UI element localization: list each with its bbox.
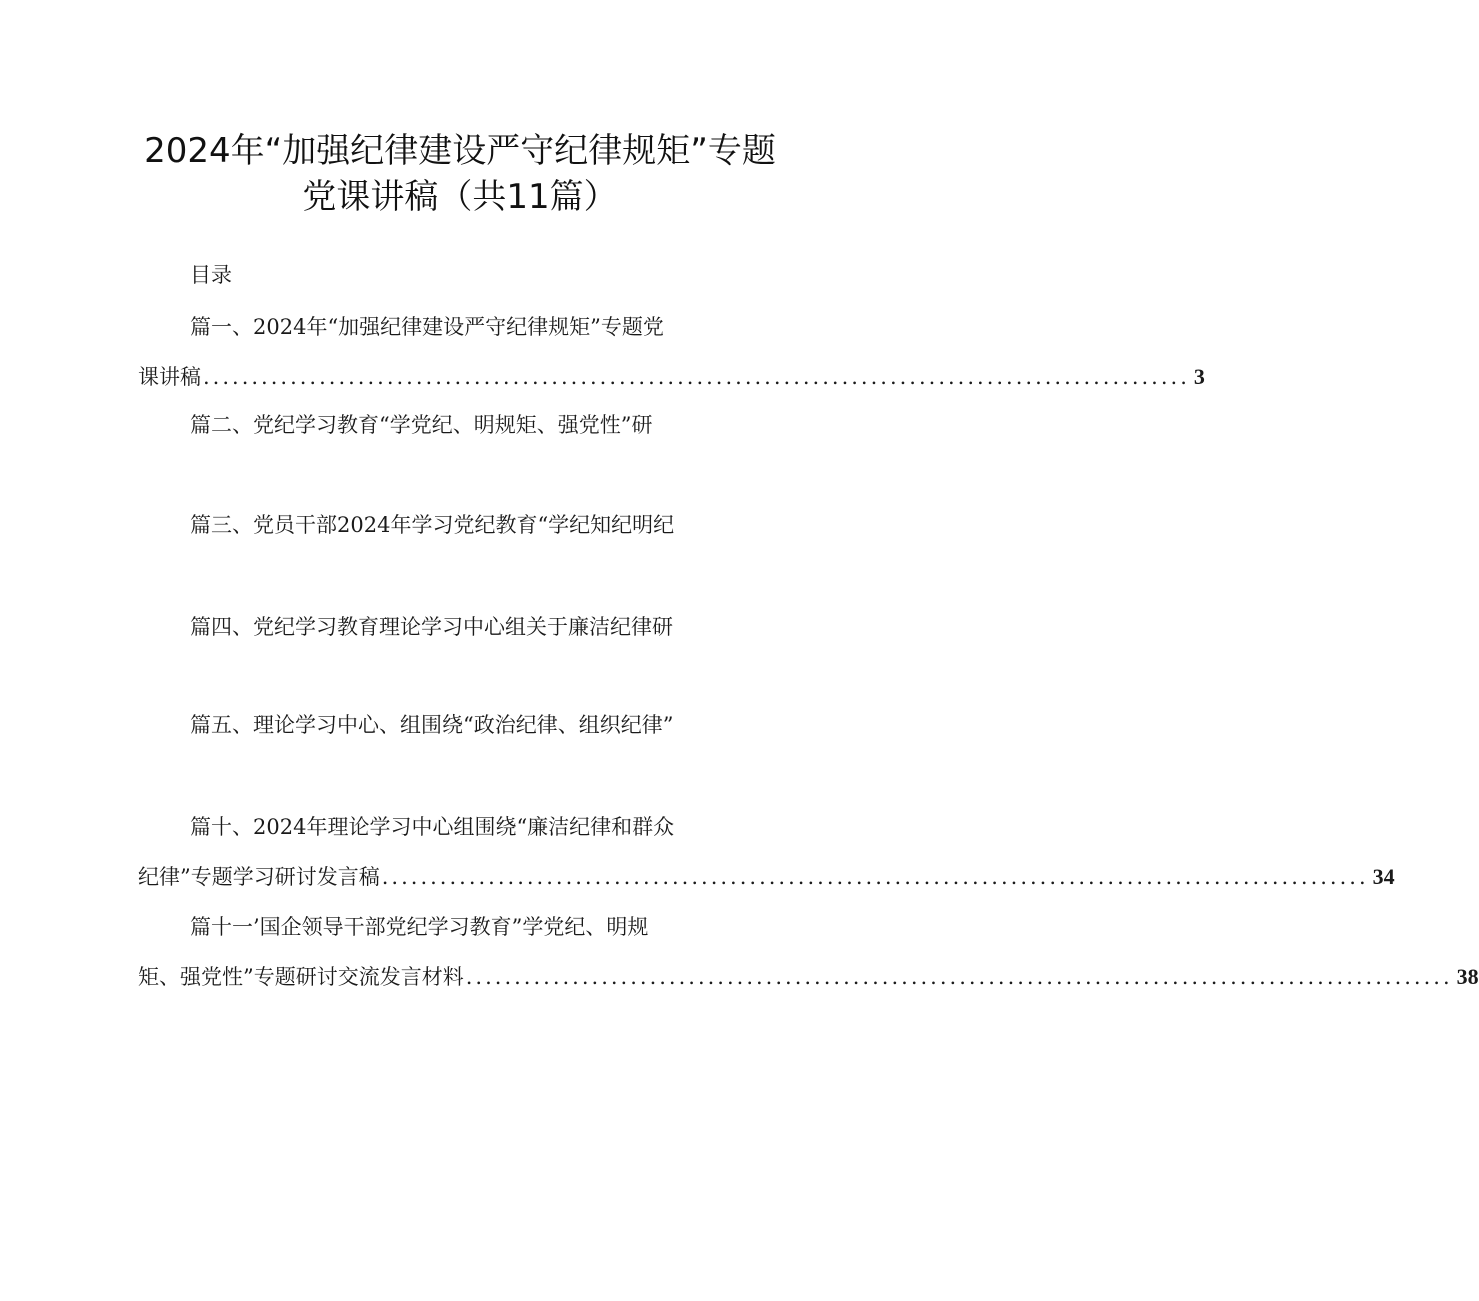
toc-entry-1-continuation[interactable]	[138, 362, 1205, 392]
toc-entry-10-line[interactable]: 篇十、2024年理论学习中心组围绕“廉洁纪律和群众	[190, 815, 675, 839]
title-line-1: 2024年“加强纪律建设严守纪律规矩”专题	[144, 131, 776, 171]
toc-entry-1-line[interactable]: 篇一、2024年“加强纪律建设严守纪律规矩”专题党	[190, 315, 664, 339]
toc-entry-11-continuation[interactable]	[138, 962, 1479, 992]
toc-entry-2-line[interactable]: 篇二、党纪学习教育“学党纪、明规矩、强党性”研	[190, 413, 653, 437]
title-line-2: 党课讲稿（共11篇）	[302, 177, 618, 217]
dot-leader: ......................................................................................................	[465, 965, 1453, 989]
toc-entry-10-text: 纪律”专题学习研讨发言稿	[138, 865, 380, 889]
toc-entry-4-line[interactable]: 篇四、党纪学习教育理论学习中心组关于廉洁纪律研	[190, 615, 673, 639]
dot-leader: ......................................................................................................	[381, 865, 1369, 889]
toc-entry-3-line[interactable]: 篇三、党员干部2024年学习党纪教育“学纪知纪明纪	[190, 513, 675, 537]
toc-heading: 目录	[190, 263, 232, 287]
dot-leader: ......................................................................................................	[203, 365, 1190, 389]
toc-entry-11-page: 38	[1456, 964, 1479, 989]
toc-entry-11-line[interactable]: 篇十一’国企领导干部党纪学习教育”学党纪、明规	[190, 915, 649, 939]
toc-entry-10-page: 34	[1372, 864, 1395, 889]
toc-entry-11-text: 矩、强党性”专题研讨交流发言材料	[138, 965, 464, 989]
toc-entry-5-line[interactable]: 篇五、理论学习中心、组围绕“政治纪律、组织纪律”	[190, 713, 674, 737]
toc-entry-1-text: 课讲稿	[138, 365, 201, 389]
document-title	[0, 128, 920, 220]
toc-entry-10-continuation[interactable]	[138, 862, 1395, 892]
toc-entry-1-page: 3	[1193, 364, 1205, 389]
